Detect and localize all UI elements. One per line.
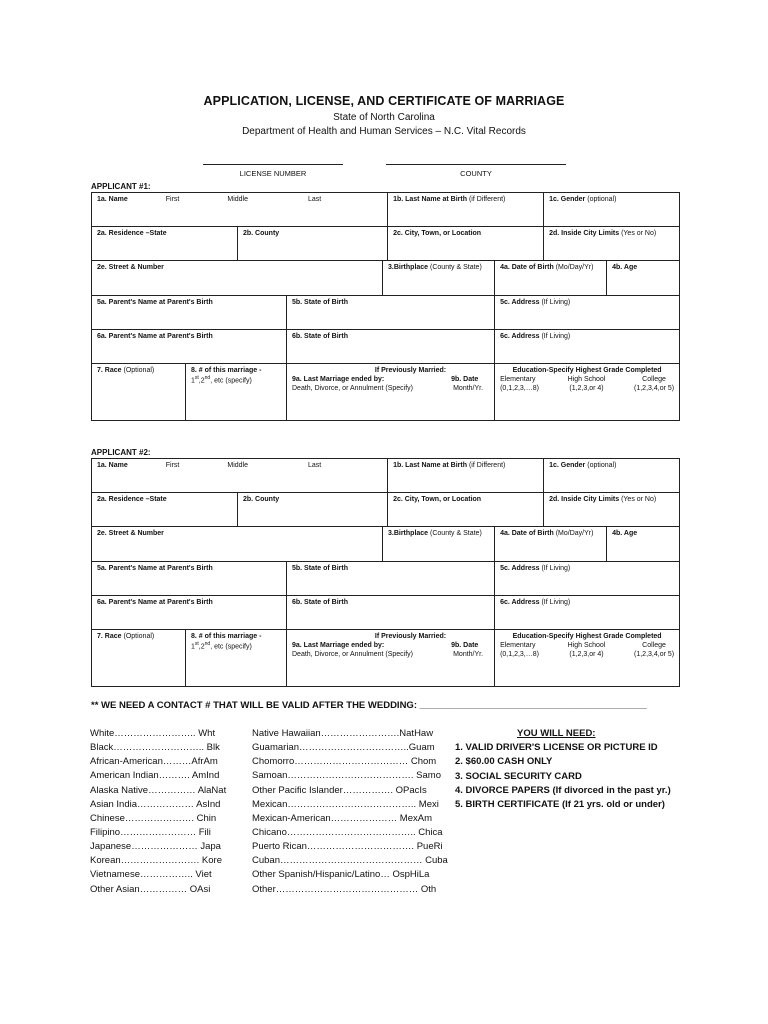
parent-name-5a-label: 5a. Parent's Name at Parent's Birth (97, 565, 213, 572)
city-town-field[interactable] (388, 493, 544, 527)
state-of-birth-6b-field[interactable] (287, 330, 495, 364)
elementary-values: (0,1,2,3,…8) (500, 385, 539, 393)
birthplace-note: (County & State) (430, 530, 482, 537)
race-code-item: Other Asian…………… OAsi (90, 883, 211, 895)
state-line: State of North Carolina (333, 112, 435, 123)
form-title: APPLICATION, LICENSE, AND CERTIFICATE OF MARRIAGE (203, 94, 565, 108)
residence-state-field[interactable] (92, 227, 238, 261)
residence-state-label: 2a. Residence –State (97, 496, 167, 503)
license-number-label: LICENSE NUMBER (239, 169, 307, 178)
race-code-item: Other Pacific Islander……………. OPacIs (252, 784, 427, 796)
date-of-birth-label: 4a. Date of Birth (500, 530, 554, 537)
race-field[interactable] (92, 630, 186, 687)
inside-city-limits-label: 2d. Inside City Limits (549, 230, 620, 237)
race-label: 7. Race (97, 633, 122, 640)
name-field[interactable] (92, 193, 388, 227)
marriage-number-field[interactable]: 8. # of this marriage - 1st,2nd, etc (specify) (186, 364, 287, 421)
middle-label: Middle (227, 462, 248, 469)
race-code-item: Korean……………………. Kore (90, 855, 222, 867)
parent-name-6a-label: 6a. Parent's Name at Parent's Birth (97, 599, 213, 606)
race-code-item: Mexican-American………………… MexAm (252, 812, 432, 824)
gender-field[interactable] (544, 459, 680, 493)
street-number-field[interactable] (92, 527, 383, 562)
race-code-item: Chicano………………………………….. Chica (252, 826, 443, 838)
requirement-item: 4. DIVORCE PAPERS (If divorced in the past yr.) (455, 784, 671, 796)
requirements-list (455, 727, 671, 812)
marriage-date-label: 9b. Date (451, 376, 479, 384)
requirement-item: 5. BIRTH CERTIFICATE (If 21 yrs. old or under) (455, 799, 665, 811)
elementary-values: (0,1,2,3,…8) (500, 651, 539, 659)
marriage-number-label: 8. # of this marriage - (191, 633, 262, 640)
county-label: COUNTY (460, 169, 492, 178)
marriage-number-field[interactable]: 8. # of this marriage - 1st,2nd, etc (specify) (186, 630, 287, 687)
inside-city-limits-note: (Yes or No) (621, 496, 657, 503)
address-6c-note: (If Living) (541, 599, 571, 606)
address-5c-field[interactable] (495, 562, 680, 596)
inside-city-limits-field[interactable] (544, 493, 680, 527)
city-town-label: 2c. City, Town, or Location (393, 230, 482, 237)
race-code-item: Asian India……………… AsInd (90, 798, 221, 810)
department-line: Department of Health and Human Services – N.C. Vital Records (242, 126, 526, 137)
address-5c-note: (If Living) (541, 565, 571, 572)
marriage-number-note: etc (specify) (214, 377, 252, 385)
address-6c-field[interactable] (495, 596, 680, 630)
applicant-1-label: APPLICANT #1: (91, 182, 151, 191)
race-codes-left (90, 727, 226, 897)
applicant-2-label: APPLICANT #2: (91, 448, 151, 457)
college-values: (1,2,3,4,or 5) (634, 385, 675, 393)
name-label: 1a. Name (97, 196, 128, 203)
address-5c-field[interactable] (495, 296, 680, 330)
high-school-label: High School (567, 642, 606, 650)
previously-married-label: If Previously Married: (374, 367, 447, 374)
college-label: College (642, 642, 666, 650)
birthplace-label: 3.Birthplace (388, 530, 429, 537)
date-of-birth-field[interactable] (495, 527, 607, 562)
gender-label: 1c. Gender (549, 196, 586, 203)
race-field[interactable] (92, 364, 186, 421)
state-of-birth-5b-label: 5b. State of Birth (292, 299, 349, 306)
last-marriage-ended-label: 9a. Last Marriage ended by: (292, 642, 385, 650)
state-of-birth-5b-field[interactable] (287, 296, 495, 330)
marriage-date-note: Month/Yr. (453, 651, 484, 659)
birthplace-label: 3.Birthplace (388, 264, 429, 271)
marriage-date-note: Month/Yr. (453, 385, 484, 393)
race-code-item: Japanese………………… Japa (90, 841, 221, 853)
street-number-field[interactable] (92, 261, 383, 296)
elementary-label: Elementary (500, 376, 536, 384)
last-marriage-ended-label: 9a. Last Marriage ended by: (292, 376, 385, 384)
date-of-birth-note: (Mo/Day/Yr) (555, 530, 594, 537)
high-school-values: (1,2,3,or 4) (569, 651, 604, 659)
college-values: (1,2,3,4,or 5) (634, 651, 675, 659)
parent-name-5a-label: 5a. Parent's Name at Parent's Birth (97, 299, 213, 306)
date-of-birth-label: 4a. Date of Birth (500, 264, 554, 271)
street-number-label: 2e. Street & Number (97, 264, 164, 271)
applicant2-form-table (91, 458, 680, 687)
education-label: Education-Specify Highest Grade Completed (512, 633, 662, 640)
age-label: 4b. Age (612, 264, 638, 271)
parent-name-6a-field[interactable] (92, 330, 287, 364)
county-field[interactable] (238, 227, 388, 261)
elementary-label: Elementary (500, 642, 536, 650)
city-town-label: 2c. City, Town, or Location (393, 496, 482, 503)
race-code-item: Other……………………………………… Oth (252, 883, 437, 895)
race-code-item: American Indian………. AmInd (90, 770, 220, 782)
race-code-item: Black……………………….. Blk (90, 742, 220, 754)
gender-note: (optional) (587, 196, 617, 203)
last-label: Last (307, 462, 322, 469)
race-code-item: Mexican………………………………….. Mexi (252, 798, 439, 810)
marriage-date-label: 9b. Date (451, 642, 479, 650)
street-number-label: 2e. Street & Number (97, 530, 164, 537)
county-line[interactable] (386, 164, 566, 165)
address-6c-note: (If Living) (541, 333, 571, 340)
inside-city-limits-label: 2d. Inside City Limits (549, 496, 620, 503)
race-code-item: Cuban……………………………………… Cuba (252, 855, 448, 867)
age-field[interactable] (607, 527, 680, 562)
race-code-item: Samoan…………………………………. Samo (252, 770, 441, 782)
contact-number-line[interactable]: ** WE NEED A CONTACT # THAT WILL BE VALID AFTER THE WEDDING: ___________________________________________ (91, 700, 647, 711)
state-of-birth-6b-label: 6b. State of Birth (292, 599, 349, 606)
county-field-label: 2b. County (243, 230, 280, 237)
applicant1-form-table (91, 192, 680, 421)
birthplace-field[interactable] (383, 261, 495, 296)
last-marriage-ended-note: Death, Divorce, or Annulment (Specify) (292, 385, 413, 393)
race-code-item: African-American………AfrAm (90, 756, 218, 768)
previous-marriage-field[interactable] (287, 630, 495, 687)
date-of-birth-note: (Mo/Day/Yr) (555, 264, 594, 271)
state-of-birth-5b-field[interactable] (287, 562, 495, 596)
county-field-label: 2b. County (243, 496, 280, 503)
state-of-birth-6b-field[interactable] (287, 596, 495, 630)
previous-marriage-field[interactable] (287, 364, 495, 421)
state-of-birth-5b-label: 5b. State of Birth (292, 565, 349, 572)
last-marriage-ended-note: Death, Divorce, or Annulment (Specify) (292, 651, 413, 659)
last-label: Last (307, 196, 322, 203)
birthplace-note: (County & State) (430, 264, 482, 271)
first-label: First (165, 196, 180, 203)
last-name-at-birth-note: (if Different) (468, 196, 506, 203)
race-label: 7. Race (97, 367, 122, 374)
age-label: 4b. Age (612, 530, 638, 537)
county-field[interactable] (238, 493, 388, 527)
college-label: College (642, 376, 666, 384)
residence-state-label: 2a. Residence –State (97, 230, 167, 237)
address-5c-label: 5c. Address (500, 565, 540, 572)
race-note: (Optional) (123, 633, 155, 640)
city-town-field[interactable] (388, 227, 544, 261)
education-field[interactable] (495, 364, 680, 421)
previously-married-label: If Previously Married: (374, 633, 447, 640)
requirement-item: 2. $60.00 CASH ONLY (455, 756, 553, 768)
race-code-item: Other Spanish/Hispanic/Latino… OspHiLa (252, 869, 430, 881)
parent-name-5a-field[interactable] (92, 562, 287, 596)
race-code-item: White…………………….. Wht (90, 728, 216, 739)
race-code-item: Puerto Rican……………………………. PueRi (252, 841, 443, 853)
address-6c-label: 6c. Address (500, 333, 540, 340)
address-6c-label: 6c. Address (500, 599, 540, 606)
inside-city-limits-field[interactable] (544, 227, 680, 261)
high-school-values: (1,2,3,or 4) (569, 385, 604, 393)
name-label: 1a. Name (97, 462, 128, 469)
parent-name-5a-field[interactable] (92, 296, 287, 330)
last-name-at-birth-field[interactable] (388, 193, 544, 227)
last-name-at-birth-label: 1b. Last Name at Birth (393, 196, 467, 203)
race-code-item: Filipino…………………… Fili (90, 826, 211, 838)
last-name-at-birth-field[interactable] (388, 459, 544, 493)
gender-field[interactable] (544, 193, 680, 227)
license-number-line[interactable] (203, 164, 343, 165)
marriage-number-label: 8. # of this marriage - (191, 367, 262, 374)
requirement-item: 1. VALID DRIVER'S LICENSE OR PICTURE ID (455, 742, 658, 754)
race-code-item: Chinese…………………. Chin (90, 812, 217, 824)
education-field[interactable] (495, 630, 680, 687)
requirements-header: YOU WILL NEED: (517, 728, 596, 739)
marriage-number-note: etc (specify) (214, 643, 252, 651)
requirement-item: 3. SOCIAL SECURITY CARD (455, 770, 582, 782)
race-code-item: Alaska Native…………… AlaNat (90, 784, 227, 796)
state-of-birth-6b-label: 6b. State of Birth (292, 333, 349, 340)
address-6c-field[interactable] (495, 330, 680, 364)
race-code-item: Vietnamese…………….. Viet (90, 869, 212, 881)
gender-label: 1c. Gender (549, 462, 586, 469)
parent-name-6a-label: 6a. Parent's Name at Parent's Birth (97, 333, 213, 340)
age-field[interactable] (607, 261, 680, 296)
education-label: Education-Specify Highest Grade Completed (512, 367, 662, 374)
name-field[interactable] (92, 459, 388, 493)
race-code-item: Guamarian……………………………..Guam (252, 742, 435, 754)
first-label: First (165, 462, 180, 469)
inside-city-limits-note: (Yes or No) (621, 230, 657, 237)
last-name-at-birth-label: 1b. Last Name at Birth (393, 462, 467, 469)
race-note: (Optional) (123, 367, 155, 374)
address-5c-label: 5c. Address (500, 299, 540, 306)
birthplace-field[interactable] (383, 527, 495, 562)
race-code-item: Native Hawaiian…………………….NatHaw (252, 728, 434, 739)
middle-label: Middle (227, 196, 248, 203)
date-of-birth-field[interactable] (495, 261, 607, 296)
gender-note: (optional) (587, 462, 617, 469)
address-5c-note: (If Living) (541, 299, 571, 306)
residence-state-field[interactable] (92, 493, 238, 527)
last-name-at-birth-note: (if Different) (468, 462, 506, 469)
parent-name-6a-field[interactable] (92, 596, 287, 630)
race-codes-right (252, 727, 448, 897)
race-code-item: Chomorro……………………………… Chom (252, 756, 437, 768)
high-school-label: High School (567, 376, 606, 384)
